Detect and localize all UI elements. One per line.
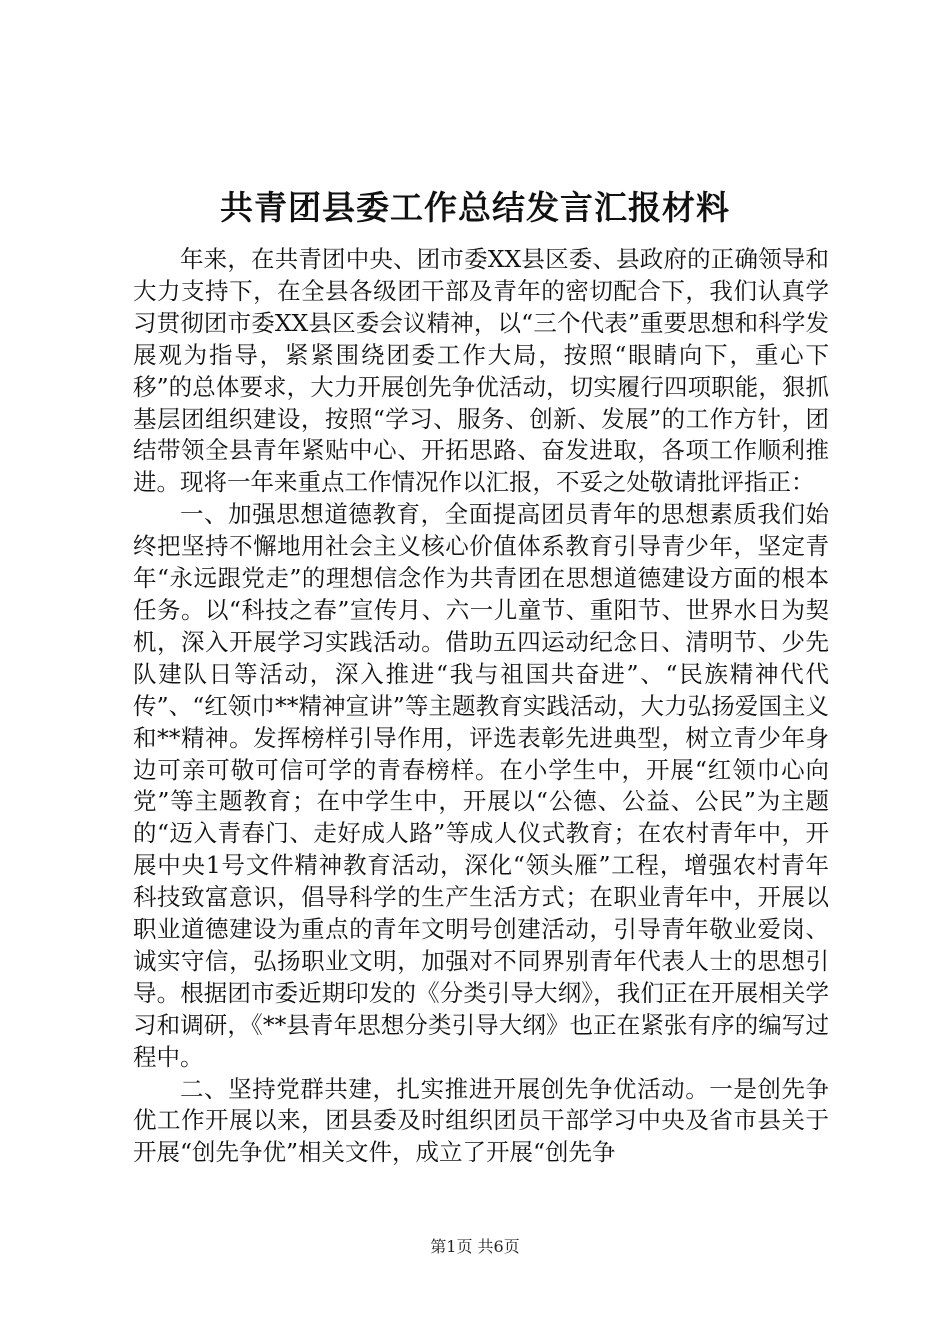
paragraph-section-2: 二、坚持党群共建，扎实推进开展创先争优活动。一是创先争优工作开展以来，团县委及时组织团员干部学习中央及省市县关于开展“创先争优”相关文件，成立了开展“创先争 — [133, 1074, 829, 1167]
page-number-footer: 第1页 共6页 — [430, 1237, 520, 1256]
document-title: 共青团县委工作总结发言汇报材料 — [220, 188, 730, 227]
document-body — [133, 244, 829, 1169]
paragraph-section-1: 一、加强思想道德教育，全面提高团员青年的思想素质我们始终把坚持不懈地用社会主义核心价值体系教育引导青少年，坚定青年“永远跟党走”的理想信念作为共青团在思想道德建设方面的根本任务。以“科技之春”宣传月、六一儿童节、重阳节、世界水日为契机，深入开展学习实践活动。借助五四运动纪念日、清明节、少先队建队日等活动，深入推进“我与祖国共奋进”、“民族精神代代传”、“红领巾**精神宣讲”等主题教育实践活动，大力弘扬爱国主义和**精神。发挥榜样引导作用，评选表彰先进典型，树立青少年身边可亲可敬可信可学的青春榜样。在小学生中，开展“红领巾心向党”等主题教育；在中学生中，开展以“公德、公益、公民”为主题的“迈入青春门、走好成人路”等成人仪式教育；在农村青年中，开展中央1号文件精神教育活动，深化“领头雁”工程，增强农村青年科技致富意识，倡导科学的生产生活方式；在职业青年中，开展以职业道德建设为重点的青年文明号创建活动，引导青年敬业爱岗、诚实守信，弘扬职业文明，加强对不同界别青年代表人士的思想引导。根据团市委近期印发的《分类引导大纲》，我们正在开展相关学习和调研，《**县青年思想分类引导大纲》也正在紧张有序的编写过程中。 — [133, 500, 829, 1071]
paragraph-intro: 年来，在共青团中央、团市委XX县区委、县政府的正确领导和大力支持下，在全县各级团干部及青年的密切配合下，我们认真学习贯彻团市委XX县区委会议精神，以“三个代表”重要思想和科学发展观为指导，紧紧围绕团委工作大局，按照“眼睛向下，重心下移”的总体要求，大力开展创先争优活动，切实履行四项职能，狠抓基层团组织建设，按照“学习、服务、创新、发展”的工作方针，团结带领全县青年紧贴中心、开拓思路、奋发进取，各项工作顺利推进。现将一年来重点工作情况作以汇报，不妥之处敬请批评指正： — [133, 245, 829, 497]
